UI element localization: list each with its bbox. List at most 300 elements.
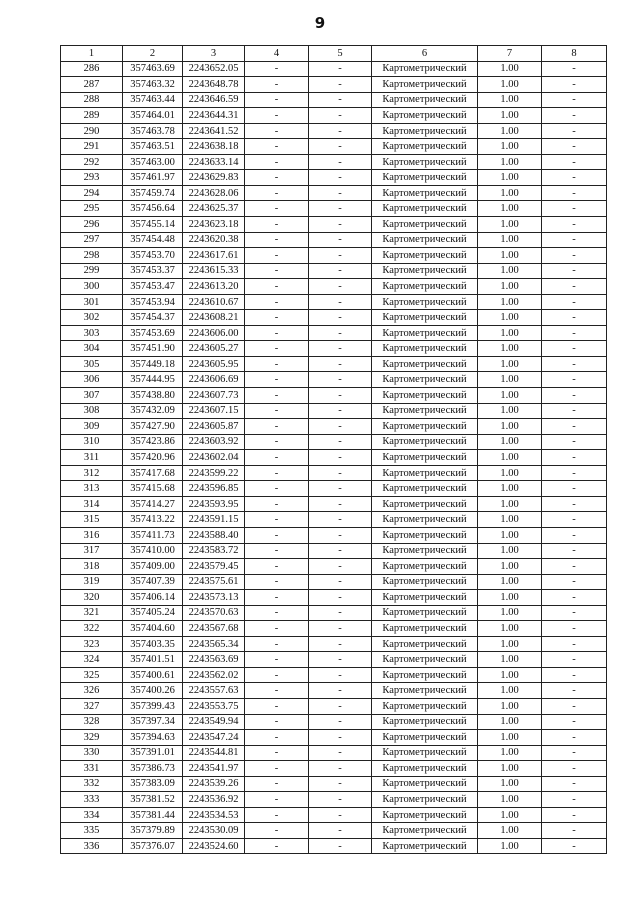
x-coordinate-cell: 357461.97 <box>123 170 183 186</box>
col-5-cell: - <box>309 792 372 808</box>
x-coordinate-cell: 357383.09 <box>123 776 183 792</box>
point-number-cell: 307 <box>61 388 123 404</box>
x-coordinate-cell: 357391.01 <box>123 745 183 761</box>
y-coordinate-cell: 2243593.95 <box>183 496 245 512</box>
y-coordinate-cell: 2243608.21 <box>183 310 245 326</box>
x-coordinate-cell: 357463.00 <box>123 154 183 170</box>
col-8-cell: - <box>542 325 607 341</box>
table-row <box>61 745 607 761</box>
table-row <box>61 714 607 730</box>
method-cell: Картометрический <box>372 792 478 808</box>
y-coordinate-cell: 2243607.15 <box>183 403 245 419</box>
point-number-cell: 330 <box>61 745 123 761</box>
method-cell: Картометрический <box>372 217 478 233</box>
method-cell: Картометрический <box>372 139 478 155</box>
col-5-cell: - <box>309 248 372 264</box>
point-number-cell: 295 <box>61 201 123 217</box>
method-cell: Картометрический <box>372 310 478 326</box>
precision-cell: 1.00 <box>478 761 542 777</box>
precision-cell: 1.00 <box>478 310 542 326</box>
precision-cell: 1.00 <box>478 496 542 512</box>
col-4-cell: - <box>245 807 309 823</box>
y-coordinate-cell: 2243567.68 <box>183 621 245 637</box>
col-4-cell: - <box>245 683 309 699</box>
col-8-cell: - <box>542 61 607 77</box>
y-coordinate-cell: 2243617.61 <box>183 248 245 264</box>
method-cell: Картометрический <box>372 325 478 341</box>
table-header <box>61 46 607 62</box>
point-number-cell: 322 <box>61 621 123 637</box>
point-number-cell: 331 <box>61 761 123 777</box>
precision-cell: 1.00 <box>478 279 542 295</box>
method-cell: Картометрический <box>372 683 478 699</box>
table-row <box>61 527 607 543</box>
col-5-cell: - <box>309 823 372 839</box>
col-4-cell: - <box>245 434 309 450</box>
col-4-cell: - <box>245 356 309 372</box>
point-number-cell: 320 <box>61 590 123 606</box>
method-cell: Картометрический <box>372 201 478 217</box>
point-number-cell: 324 <box>61 652 123 668</box>
method-cell: Картометрический <box>372 590 478 606</box>
page-number: 9 <box>314 14 326 32</box>
precision-cell: 1.00 <box>478 807 542 823</box>
point-number-cell: 326 <box>61 683 123 699</box>
col-8-cell: - <box>542 667 607 683</box>
precision-cell: 1.00 <box>478 388 542 404</box>
coordinates-table <box>60 45 607 854</box>
col-8-cell: - <box>542 139 607 155</box>
x-coordinate-cell: 357403.35 <box>123 636 183 652</box>
col-5-cell: - <box>309 170 372 186</box>
y-coordinate-cell: 2243596.85 <box>183 481 245 497</box>
y-coordinate-cell: 2243549.94 <box>183 714 245 730</box>
col-4-cell: - <box>245 574 309 590</box>
table-row <box>61 341 607 357</box>
x-coordinate-cell: 357463.51 <box>123 139 183 155</box>
precision-cell: 1.00 <box>478 434 542 450</box>
method-cell: Картометрический <box>372 621 478 637</box>
col-4-cell: - <box>245 403 309 419</box>
table-row <box>61 108 607 124</box>
col-5-cell: - <box>309 403 372 419</box>
point-number-cell: 288 <box>61 92 123 108</box>
col-5-cell: - <box>309 527 372 543</box>
col-5-cell: - <box>309 636 372 652</box>
col-8-cell: - <box>542 823 607 839</box>
table-row <box>61 434 607 450</box>
x-coordinate-cell: 357438.80 <box>123 388 183 404</box>
method-cell: Картометрический <box>372 248 478 264</box>
col-5-cell: - <box>309 621 372 637</box>
method-cell: Картометрический <box>372 92 478 108</box>
point-number-cell: 327 <box>61 698 123 714</box>
x-coordinate-cell: 357414.27 <box>123 496 183 512</box>
table-body <box>61 61 607 854</box>
point-number-cell: 308 <box>61 403 123 419</box>
x-coordinate-cell: 357397.34 <box>123 714 183 730</box>
point-number-cell: 336 <box>61 838 123 854</box>
col-5-cell: - <box>309 730 372 746</box>
method-cell: Картометрический <box>372 434 478 450</box>
precision-cell: 1.00 <box>478 512 542 528</box>
col-4-cell: - <box>245 761 309 777</box>
point-number-cell: 291 <box>61 139 123 155</box>
x-coordinate-cell: 357453.47 <box>123 279 183 295</box>
col-8-cell: - <box>542 683 607 699</box>
precision-cell: 1.00 <box>478 108 542 124</box>
y-coordinate-cell: 2243565.34 <box>183 636 245 652</box>
precision-cell: 1.00 <box>478 217 542 233</box>
method-cell: Картометрический <box>372 185 478 201</box>
x-coordinate-cell: 357453.69 <box>123 325 183 341</box>
col-5-cell: - <box>309 683 372 699</box>
x-coordinate-cell: 357453.70 <box>123 248 183 264</box>
col-8-cell: - <box>542 310 607 326</box>
precision-cell: 1.00 <box>478 92 542 108</box>
method-cell: Картометрический <box>372 543 478 559</box>
method-cell: Картометрический <box>372 776 478 792</box>
x-coordinate-cell: 357386.73 <box>123 761 183 777</box>
point-number-cell: 316 <box>61 527 123 543</box>
x-coordinate-cell: 357464.01 <box>123 108 183 124</box>
method-cell: Картометрический <box>372 605 478 621</box>
col-8-cell: - <box>542 698 607 714</box>
y-coordinate-cell: 2243583.72 <box>183 543 245 559</box>
col-5-cell: - <box>309 496 372 512</box>
y-coordinate-cell: 2243648.78 <box>183 77 245 93</box>
table-row <box>61 217 607 233</box>
x-coordinate-cell: 357376.07 <box>123 838 183 854</box>
col-5-cell: - <box>309 77 372 93</box>
y-coordinate-cell: 2243605.87 <box>183 419 245 435</box>
table-row <box>61 154 607 170</box>
table-row <box>61 605 607 621</box>
x-coordinate-cell: 357427.90 <box>123 419 183 435</box>
col-5-cell: - <box>309 388 372 404</box>
col-4-cell: - <box>245 248 309 264</box>
x-coordinate-cell: 357463.69 <box>123 61 183 77</box>
col-5-cell: - <box>309 294 372 310</box>
col-5-cell: - <box>309 698 372 714</box>
col-4-cell: - <box>245 512 309 528</box>
point-number-cell: 289 <box>61 108 123 124</box>
method-cell: Картометрический <box>372 481 478 497</box>
table-row <box>61 776 607 792</box>
precision-cell: 1.00 <box>478 403 542 419</box>
column-header-6: 6 <box>372 46 478 62</box>
method-cell: Картометрический <box>372 108 478 124</box>
column-header-4: 4 <box>245 46 309 62</box>
column-header-3: 3 <box>183 46 245 62</box>
table-row <box>61 248 607 264</box>
col-5-cell: - <box>309 341 372 357</box>
column-header-2: 2 <box>123 46 183 62</box>
method-cell: Картометрический <box>372 61 478 77</box>
col-5-cell: - <box>309 325 372 341</box>
header-row <box>61 46 607 62</box>
method-cell: Картометрический <box>372 232 478 248</box>
y-coordinate-cell: 2243644.31 <box>183 108 245 124</box>
x-coordinate-cell: 357456.64 <box>123 201 183 217</box>
col-4-cell: - <box>245 108 309 124</box>
point-number-cell: 325 <box>61 667 123 683</box>
col-4-cell: - <box>245 279 309 295</box>
method-cell: Картометрический <box>372 512 478 528</box>
y-coordinate-cell: 2243541.97 <box>183 761 245 777</box>
table-row <box>61 325 607 341</box>
col-8-cell: - <box>542 217 607 233</box>
col-5-cell: - <box>309 512 372 528</box>
x-coordinate-cell: 357454.48 <box>123 232 183 248</box>
method-cell: Картометрический <box>372 527 478 543</box>
col-8-cell: - <box>542 761 607 777</box>
method-cell: Картометрический <box>372 388 478 404</box>
col-4-cell: - <box>245 667 309 683</box>
table-row <box>61 185 607 201</box>
precision-cell: 1.00 <box>478 341 542 357</box>
col-4-cell: - <box>245 652 309 668</box>
col-5-cell: - <box>309 61 372 77</box>
col-8-cell: - <box>542 185 607 201</box>
col-8-cell: - <box>542 652 607 668</box>
precision-cell: 1.00 <box>478 605 542 621</box>
y-coordinate-cell: 2243607.73 <box>183 388 245 404</box>
precision-cell: 1.00 <box>478 574 542 590</box>
col-5-cell: - <box>309 419 372 435</box>
method-cell: Картометрический <box>372 652 478 668</box>
col-5-cell: - <box>309 450 372 466</box>
y-coordinate-cell: 2243605.27 <box>183 341 245 357</box>
y-coordinate-cell: 2243629.83 <box>183 170 245 186</box>
y-coordinate-cell: 2243615.33 <box>183 263 245 279</box>
method-cell: Картометрический <box>372 730 478 746</box>
precision-cell: 1.00 <box>478 652 542 668</box>
col-8-cell: - <box>542 294 607 310</box>
x-coordinate-cell: 357404.60 <box>123 621 183 637</box>
x-coordinate-cell: 357406.14 <box>123 590 183 606</box>
table-row <box>61 792 607 808</box>
point-number-cell: 313 <box>61 481 123 497</box>
col-4-cell: - <box>245 201 309 217</box>
y-coordinate-cell: 2243625.37 <box>183 201 245 217</box>
point-number-cell: 321 <box>61 605 123 621</box>
precision-cell: 1.00 <box>478 263 542 279</box>
method-cell: Картометрический <box>372 559 478 575</box>
x-coordinate-cell: 357420.96 <box>123 450 183 466</box>
point-number-cell: 299 <box>61 263 123 279</box>
method-cell: Картометрический <box>372 450 478 466</box>
col-5-cell: - <box>309 481 372 497</box>
col-5-cell: - <box>309 574 372 590</box>
y-coordinate-cell: 2243641.52 <box>183 123 245 139</box>
x-coordinate-cell: 357394.63 <box>123 730 183 746</box>
col-4-cell: - <box>245 92 309 108</box>
y-coordinate-cell: 2243623.18 <box>183 217 245 233</box>
col-8-cell: - <box>542 170 607 186</box>
x-coordinate-cell: 357444.95 <box>123 372 183 388</box>
method-cell: Картометрический <box>372 419 478 435</box>
method-cell: Картометрический <box>372 263 478 279</box>
table-row <box>61 77 607 93</box>
col-4-cell: - <box>245 621 309 637</box>
col-5-cell: - <box>309 232 372 248</box>
x-coordinate-cell: 357453.94 <box>123 294 183 310</box>
col-8-cell: - <box>542 419 607 435</box>
y-coordinate-cell: 2243557.63 <box>183 683 245 699</box>
col-8-cell: - <box>542 527 607 543</box>
point-number-cell: 317 <box>61 543 123 559</box>
col-4-cell: - <box>245 838 309 854</box>
col-5-cell: - <box>309 590 372 606</box>
method-cell: Картометрический <box>372 636 478 652</box>
table-row <box>61 310 607 326</box>
y-coordinate-cell: 2243620.38 <box>183 232 245 248</box>
x-coordinate-cell: 357381.44 <box>123 807 183 823</box>
x-coordinate-cell: 357411.73 <box>123 527 183 543</box>
y-coordinate-cell: 2243573.13 <box>183 590 245 606</box>
col-8-cell: - <box>542 714 607 730</box>
table-row <box>61 419 607 435</box>
x-coordinate-cell: 357463.78 <box>123 123 183 139</box>
point-number-cell: 323 <box>61 636 123 652</box>
col-4-cell: - <box>245 605 309 621</box>
col-8-cell: - <box>542 341 607 357</box>
y-coordinate-cell: 2243638.18 <box>183 139 245 155</box>
precision-cell: 1.00 <box>478 61 542 77</box>
precision-cell: 1.00 <box>478 139 542 155</box>
col-5-cell: - <box>309 263 372 279</box>
precision-cell: 1.00 <box>478 170 542 186</box>
col-5-cell: - <box>309 217 372 233</box>
col-8-cell: - <box>542 559 607 575</box>
point-number-cell: 309 <box>61 419 123 435</box>
col-4-cell: - <box>245 745 309 761</box>
col-8-cell: - <box>542 590 607 606</box>
point-number-cell: 290 <box>61 123 123 139</box>
x-coordinate-cell: 357400.26 <box>123 683 183 699</box>
col-4-cell: - <box>245 217 309 233</box>
point-number-cell: 332 <box>61 776 123 792</box>
col-8-cell: - <box>542 279 607 295</box>
col-4-cell: - <box>245 823 309 839</box>
precision-cell: 1.00 <box>478 123 542 139</box>
point-number-cell: 310 <box>61 434 123 450</box>
col-8-cell: - <box>542 636 607 652</box>
precision-cell: 1.00 <box>478 745 542 761</box>
y-coordinate-cell: 2243547.24 <box>183 730 245 746</box>
method-cell: Картометрический <box>372 823 478 839</box>
col-8-cell: - <box>542 543 607 559</box>
col-4-cell: - <box>245 341 309 357</box>
y-coordinate-cell: 2243563.69 <box>183 652 245 668</box>
method-cell: Картометрический <box>372 714 478 730</box>
table-row <box>61 170 607 186</box>
point-number-cell: 315 <box>61 512 123 528</box>
col-8-cell: - <box>542 372 607 388</box>
table-row <box>61 388 607 404</box>
precision-cell: 1.00 <box>478 792 542 808</box>
col-5-cell: - <box>309 201 372 217</box>
point-number-cell: 335 <box>61 823 123 839</box>
table-row <box>61 698 607 714</box>
method-cell: Картометрический <box>372 465 478 481</box>
table-row <box>61 372 607 388</box>
col-5-cell: - <box>309 714 372 730</box>
point-number-cell: 306 <box>61 372 123 388</box>
col-8-cell: - <box>542 388 607 404</box>
precision-cell: 1.00 <box>478 730 542 746</box>
col-4-cell: - <box>245 123 309 139</box>
column-header-7: 7 <box>478 46 542 62</box>
precision-cell: 1.00 <box>478 77 542 93</box>
y-coordinate-cell: 2243579.45 <box>183 559 245 575</box>
col-5-cell: - <box>309 761 372 777</box>
y-coordinate-cell: 2243628.06 <box>183 185 245 201</box>
col-4-cell: - <box>245 559 309 575</box>
point-number-cell: 301 <box>61 294 123 310</box>
col-8-cell: - <box>542 450 607 466</box>
col-4-cell: - <box>245 590 309 606</box>
table-row <box>61 403 607 419</box>
y-coordinate-cell: 2243536.92 <box>183 792 245 808</box>
col-8-cell: - <box>542 481 607 497</box>
col-5-cell: - <box>309 154 372 170</box>
y-coordinate-cell: 2243570.63 <box>183 605 245 621</box>
table-row <box>61 543 607 559</box>
y-coordinate-cell: 2243588.40 <box>183 527 245 543</box>
point-number-cell: 292 <box>61 154 123 170</box>
table-row <box>61 574 607 590</box>
precision-cell: 1.00 <box>478 419 542 435</box>
col-4-cell: - <box>245 185 309 201</box>
col-4-cell: - <box>245 636 309 652</box>
column-header-8: 8 <box>542 46 607 62</box>
precision-cell: 1.00 <box>478 372 542 388</box>
table-row <box>61 636 607 652</box>
col-4-cell: - <box>245 325 309 341</box>
table-row <box>61 652 607 668</box>
col-8-cell: - <box>542 108 607 124</box>
y-coordinate-cell: 2243591.15 <box>183 512 245 528</box>
y-coordinate-cell: 2243646.59 <box>183 92 245 108</box>
point-number-cell: 300 <box>61 279 123 295</box>
col-5-cell: - <box>309 559 372 575</box>
table-row <box>61 838 607 854</box>
table-row <box>61 559 607 575</box>
col-8-cell: - <box>542 574 607 590</box>
col-8-cell: - <box>542 605 607 621</box>
y-coordinate-cell: 2243602.04 <box>183 450 245 466</box>
x-coordinate-cell: 357409.00 <box>123 559 183 575</box>
x-coordinate-cell: 357417.68 <box>123 465 183 481</box>
col-4-cell: - <box>245 527 309 543</box>
table-row <box>61 92 607 108</box>
col-4-cell: - <box>245 139 309 155</box>
col-5-cell: - <box>309 279 372 295</box>
table-row <box>61 512 607 528</box>
col-8-cell: - <box>542 434 607 450</box>
point-number-cell: 305 <box>61 356 123 372</box>
y-coordinate-cell: 2243562.02 <box>183 667 245 683</box>
precision-cell: 1.00 <box>478 714 542 730</box>
table-row <box>61 807 607 823</box>
y-coordinate-cell: 2243606.69 <box>183 372 245 388</box>
table-row <box>61 667 607 683</box>
x-coordinate-cell: 357463.44 <box>123 92 183 108</box>
x-coordinate-cell: 357415.68 <box>123 481 183 497</box>
table-row <box>61 823 607 839</box>
